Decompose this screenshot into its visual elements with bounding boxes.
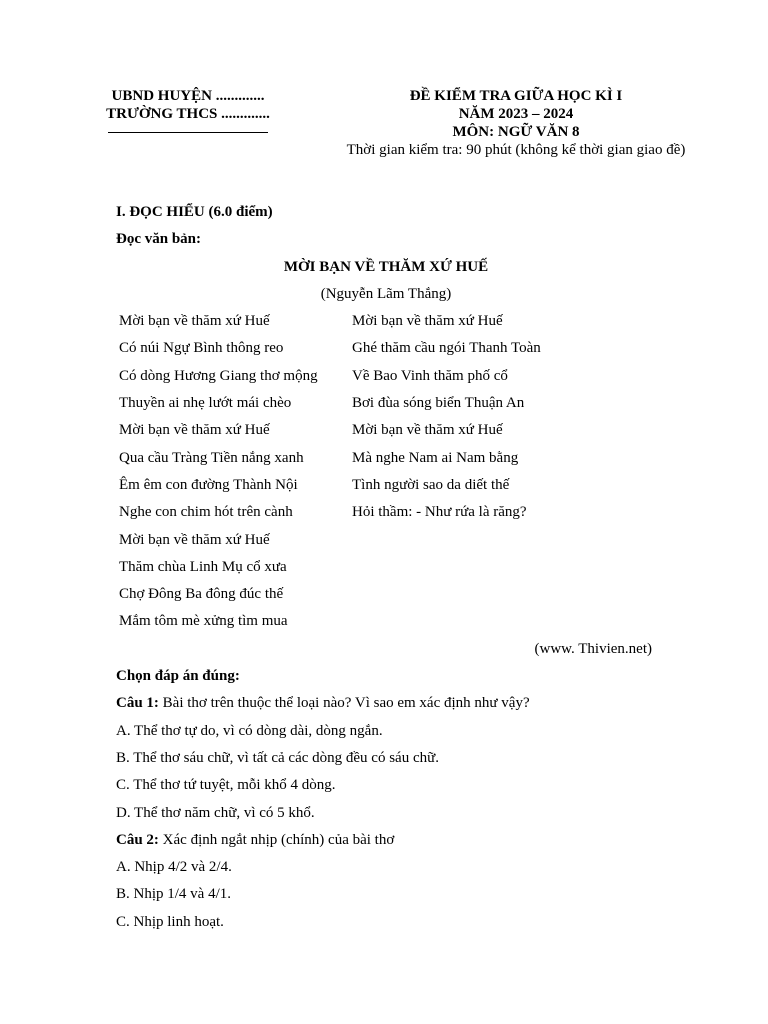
header-divider [108, 132, 268, 133]
poem-line: Mời bạn về thăm xứ Huế [352, 313, 503, 330]
poem-line: Ghé thăm cầu ngói Thanh Toàn [352, 340, 541, 357]
poem-line: Qua cầu Tràng Tiền nắng xanh [119, 449, 304, 466]
poem-line: Tình người sao da diết thế [352, 476, 510, 493]
poem-line: Nghe con chim hót trên cành [119, 504, 293, 521]
question-label: Câu 1: [116, 695, 159, 712]
poem-line: Thăm chùa Linh Mụ cổ xưa [119, 558, 287, 575]
poem-column-right [352, 310, 652, 638]
exam-subject: MÔN: NGỮ VĂN 8 [452, 124, 580, 140]
question-text: Bài thơ trên thuộc thể loại nào? Vì sao em xác định như vậy? [158, 695, 530, 712]
question-label: Câu 2: [116, 831, 159, 848]
poem-body [116, 310, 656, 638]
poem-line: Mời bạn về thăm xứ Huế [119, 313, 270, 330]
answer-option: A. Thể thơ tự do, vì có dòng dài, dòng ngắn. [116, 722, 383, 739]
poem-author: (Nguyễn Lãm Thắng) [320, 285, 452, 302]
exam-title: ĐỀ KIỂM TRA GIỮA HỌC KÌ I [409, 88, 623, 104]
poem-line: Về Bao Vinh thăm phố cổ [352, 367, 508, 384]
poem-column-left [119, 310, 352, 638]
poem-line: Bơi đùa sóng biển Thuận An [352, 395, 525, 412]
poem-source: (www. Thivien.net) [534, 640, 652, 657]
exam-time: Thời gian kiểm tra: 90 phút (không kể thời gian giao đề) [346, 142, 686, 158]
answer-option: B. Thể thơ sáu chữ, vì tất cả các dòng đều có sáu chữ. [116, 749, 439, 766]
question-2 [116, 829, 656, 856]
question-text: Xác định ngắt nhịp (chính) của bài thơ [158, 831, 395, 848]
poem-line: Có dòng Hương Giang thơ mộng [119, 367, 318, 384]
poem-line: Thuyền ai nhẹ lướt mái chèo [119, 395, 292, 412]
read-label: Đọc văn bản: [116, 231, 202, 248]
instruction: Chọn đáp án đúng: [116, 668, 240, 685]
poem-line: Có núi Ngự Bình thông reo [119, 340, 284, 357]
exam-content [116, 201, 656, 938]
poem-line: Hỏi thầm: - Như rứa là răng? [352, 504, 527, 521]
school-name: TRƯỜNG THCS ............. [106, 106, 270, 122]
poem-line: Mà nghe Nam ai Nam bằng [352, 449, 519, 466]
poem-title: MỜI BẠN VỀ THĂM XỨ HUẾ [283, 258, 489, 275]
poem-line: Mời bạn về thăm xứ Huế [119, 422, 270, 439]
poem-line: Mời bạn về thăm xứ Huế [119, 531, 270, 548]
poem-line: Chợ Đông Ba đông đúc thế [119, 586, 284, 603]
section-heading: I. ĐỌC HIỂU (6.0 điểm) [116, 204, 273, 220]
poem-line: Êm êm con đường Thành Nội [119, 476, 298, 493]
answer-option: A. Nhịp 4/2 và 2/4. [116, 859, 232, 876]
answer-option: C. Thể thơ tứ tuyệt, mỗi khổ 4 dòng. [116, 777, 336, 794]
answer-option: C. Nhịp linh hoạt. [116, 913, 224, 930]
answer-option: D. Thể thơ năm chữ, vì có 5 khổ. [116, 804, 315, 821]
poem-line: Mời bạn về thăm xứ Huế [352, 422, 503, 439]
exam-year: NĂM 2023 – 2024 [458, 106, 574, 122]
poem-line: Mắm tôm mè xửng tìm mua [119, 613, 288, 630]
district-name: UBND HUYỆN ............. [111, 88, 265, 104]
question-1 [116, 692, 656, 719]
answer-option: B. Nhịp 1/4 và 4/1. [116, 886, 231, 903]
exam-header [300, 87, 732, 159]
school-header [88, 87, 288, 133]
